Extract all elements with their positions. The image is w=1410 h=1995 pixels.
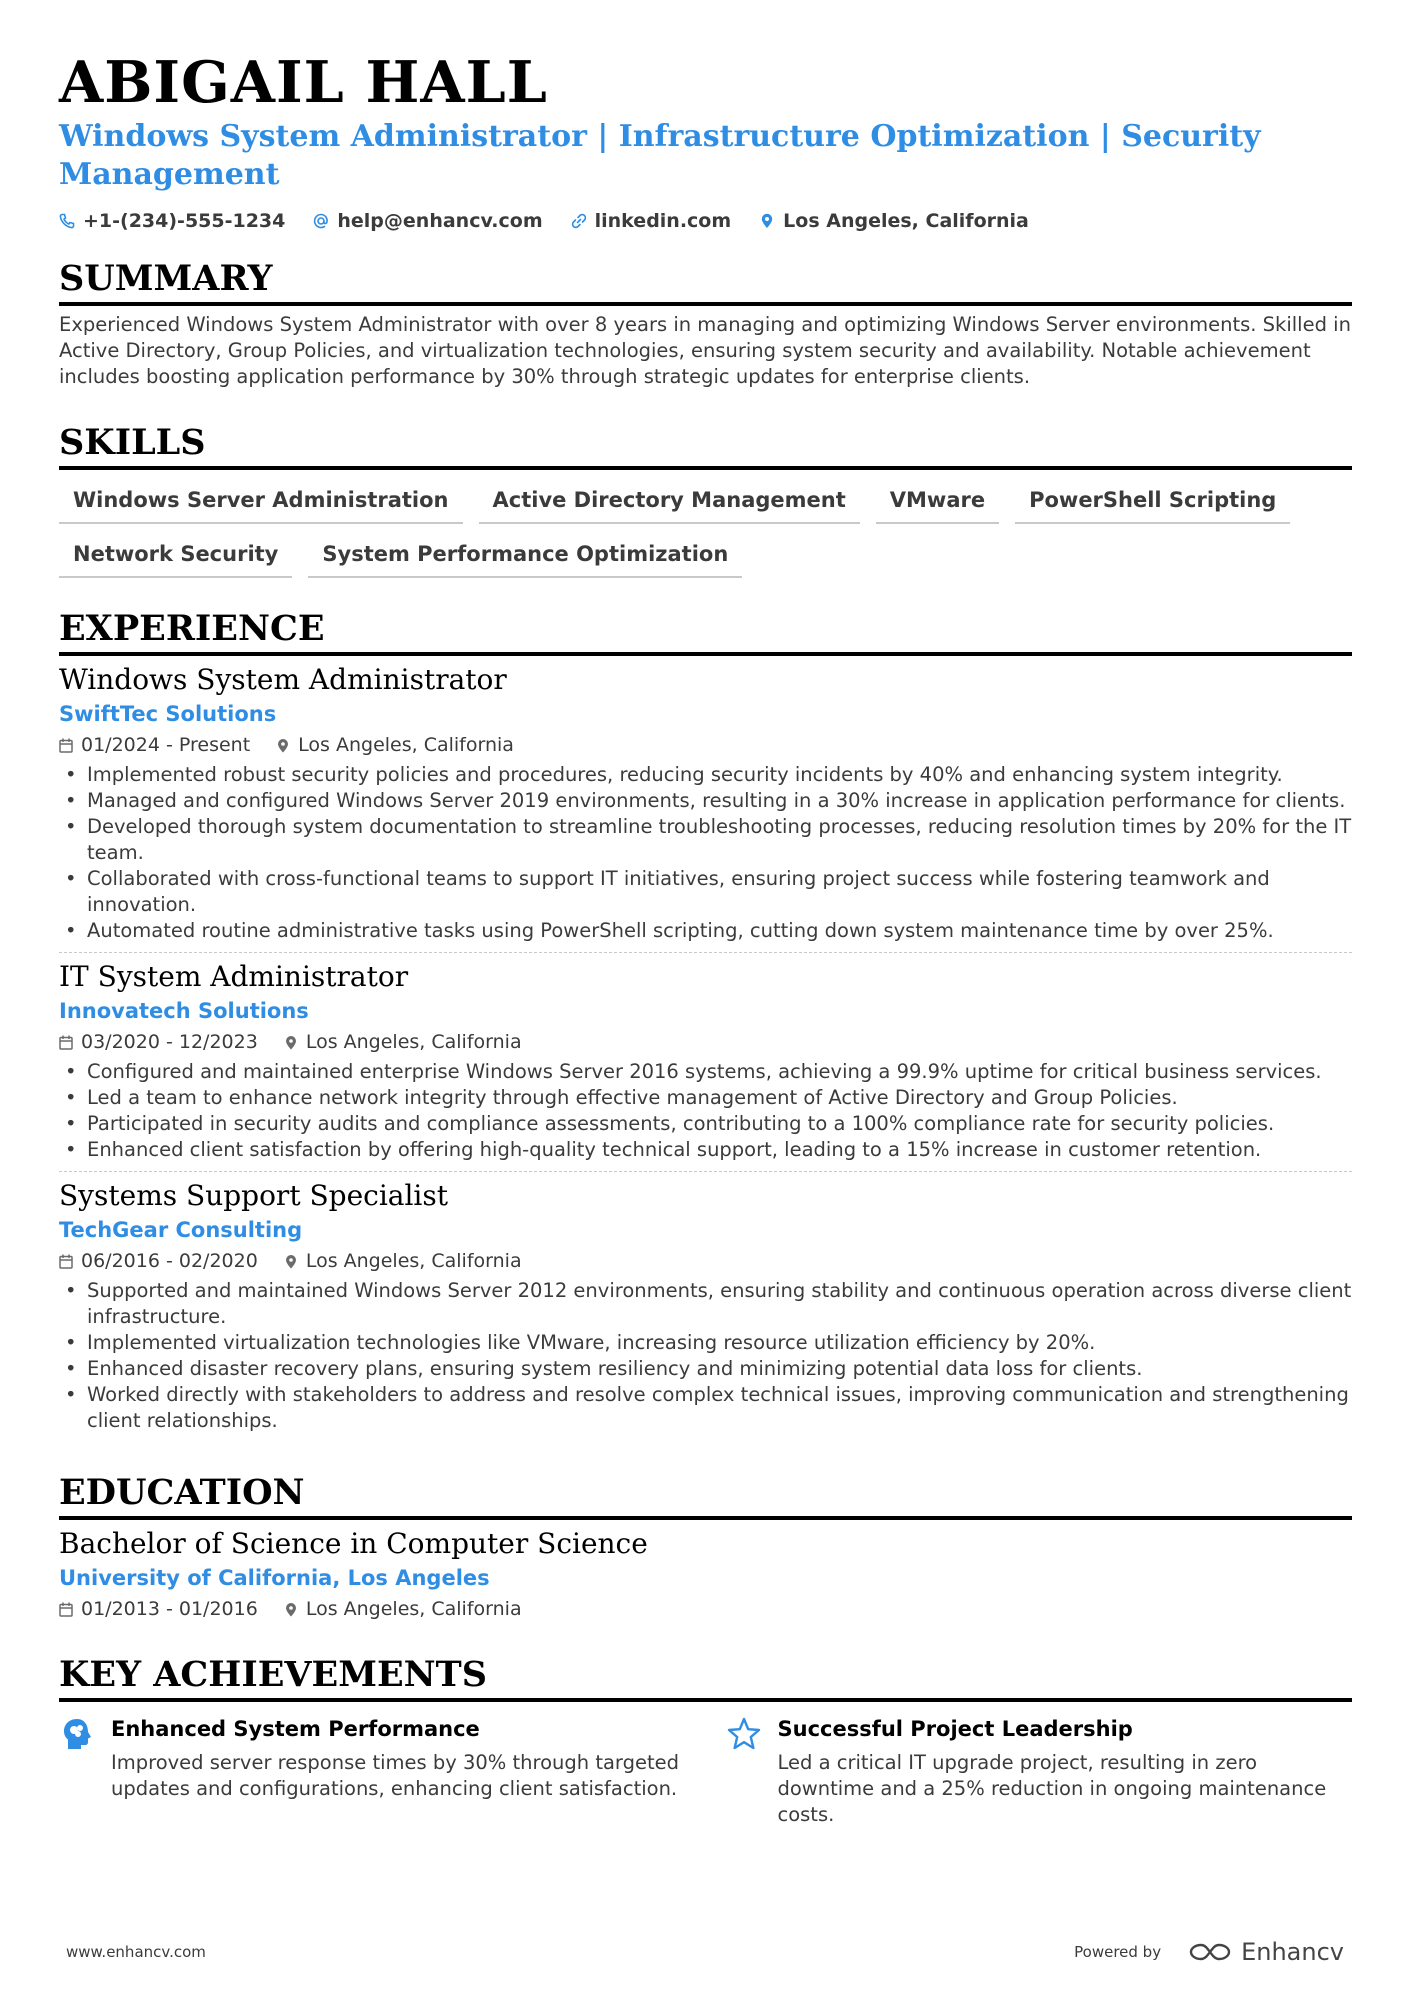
experience-section [59, 608, 1352, 1442]
skill-tag: Active Directory Management [479, 482, 860, 524]
location-pin-icon [284, 1254, 298, 1269]
job-dates-text: 06/2016 - 02/2020 [81, 1250, 258, 1272]
powered-by-label: Powered by [1074, 1943, 1162, 1961]
location-pin-icon [284, 1602, 298, 1617]
job-dates-text: 01/2024 - Present [81, 734, 251, 756]
link-icon [571, 213, 587, 229]
star-icon [726, 1716, 762, 1752]
skills-list [59, 482, 1352, 578]
achievement-item [59, 1714, 686, 1828]
achievement-desc: Led a critical IT upgrade project, resulting in zero downtime and a 25% reduction in ongoing maintenance costs. [777, 1751, 1327, 1826]
job-entry [59, 662, 1352, 953]
achievement-title: Enhanced System Performance [111, 1717, 480, 1741]
achievement-body [111, 1714, 686, 1828]
contact-location [759, 210, 1029, 232]
summary-text: Experienced Windows System Administrator with over 8 years in managing and optimizing Windows Server environments. Skilled in Active Directory, Group Policies, and virtualization technologies, ensuring system security and availability. Notable achievement includes boosting application performance by 30% through strategic updates for enterprise clients. [59, 313, 1351, 388]
skills-section [59, 422, 1352, 578]
location-pin-icon [284, 1035, 298, 1050]
summary-heading: SUMMARY [59, 258, 1352, 306]
achievement-title: Successful Project Leadership [777, 1717, 1133, 1741]
experience-heading: EXPERIENCE [59, 608, 1352, 656]
job-location-text: Los Angeles, California [298, 734, 514, 756]
skill-tag: VMware [876, 482, 999, 524]
job-title: Windows System Administrator [59, 663, 507, 696]
at-icon [313, 213, 329, 229]
job-bullet: • Implemented robust security policies and procedures, reducing security incidents by 40% and enhancing system integrity. [87, 762, 1352, 788]
job-meta [59, 1029, 1352, 1055]
achievement-item [726, 1714, 1353, 1828]
job-bullet: • Led a team to enhance network integrity through effective management of Active Directory and Group Policies. [87, 1085, 1352, 1111]
linkedin-text: linkedin.com [594, 210, 732, 232]
contact-phone[interactable] [59, 210, 285, 232]
brain-head-icon [59, 1716, 95, 1752]
enhancv-logo-icon [1187, 1940, 1233, 1964]
email-text: help@enhancv.com [337, 210, 543, 232]
job-dates [59, 1248, 258, 1274]
job-location [284, 1248, 522, 1274]
enhancv-logo[interactable] [1187, 1938, 1344, 1966]
education-section [59, 1472, 1352, 1622]
achievements-grid [59, 1714, 1352, 1828]
job-dates-text: 03/2020 - 12/2023 [81, 1031, 258, 1053]
footer-website[interactable]: www.enhancv.com [66, 1943, 206, 1961]
education-location-text: Los Angeles, California [305, 1598, 522, 1620]
skill-tag: Network Security [59, 536, 292, 578]
calendar-icon [59, 1254, 73, 1269]
job-bullet: • Implemented virtualization technologies like VMware, increasing resource utilization efficiency by 20%. [87, 1330, 1352, 1356]
location-pin-icon [759, 213, 775, 229]
job-title: IT System Administrator [59, 960, 409, 993]
degree-title: Bachelor of Science in Computer Science [59, 1527, 648, 1560]
summary-section [59, 258, 1352, 390]
job-bullet: • Enhanced disaster recovery plans, ensuring system resiliency and minimizing potential data loss for clients. [87, 1356, 1352, 1382]
education-dates [59, 1596, 258, 1622]
job-location-text: Los Angeles, California [305, 1250, 522, 1272]
job-bullet: • Supported and maintained Windows Server 2012 environments, ensuring stability and continuous operation across diverse client infrastructure. [87, 1278, 1352, 1330]
job-bullet: • Developed thorough system documentation to streamline troubleshooting processes, reducing resolution times by 20% for the IT team. [87, 814, 1352, 866]
achievements-heading: KEY ACHIEVEMENTS [59, 1654, 1352, 1702]
education-location [284, 1596, 522, 1622]
job-bullets [59, 1278, 1352, 1434]
achievement-desc: Improved server response times by 30% through targeted updates and configurations, enhancing client satisfaction. [111, 1751, 680, 1800]
job-location [276, 732, 514, 758]
job-entry [59, 959, 1352, 1172]
job-bullet: • Enhanced client satisfaction by offering high-quality technical support, leading to a 15% increase in customer retention. [87, 1137, 1352, 1163]
job-bullet: • Automated routine administrative tasks using PowerShell scripting, cutting down system maintenance time by over 25%. [87, 918, 1352, 944]
education-meta [59, 1596, 1352, 1622]
calendar-icon [59, 738, 73, 753]
contact-bar [59, 210, 1352, 232]
contact-email[interactable] [313, 210, 542, 232]
footer-brand [1074, 1938, 1344, 1966]
job-bullets [59, 762, 1352, 944]
calendar-icon [59, 1602, 73, 1617]
job-entry [59, 1178, 1352, 1442]
skill-tag: Windows Server Administration [59, 482, 463, 524]
candidate-headline: Windows System Administrator | Infrastructure Optimization | Security Management [59, 119, 1261, 192]
job-dates [59, 732, 250, 758]
achievement-body [778, 1714, 1353, 1828]
job-bullets [59, 1059, 1352, 1163]
candidate-name: ABIGAIL HALL [59, 49, 548, 116]
job-meta [59, 732, 1352, 758]
job-dates [59, 1029, 258, 1055]
job-bullet: • Collaborated with cross-functional teams to support IT initiatives, ensuring project success while fostering teamwork and innovation. [87, 866, 1352, 918]
page-footer [66, 1938, 1344, 1966]
skill-tag: System Performance Optimization [308, 536, 742, 578]
location-text: Los Angeles, California [783, 210, 1029, 232]
job-bullet: • Managed and configured Windows Server 2019 environments, resulting in a 30% increase in application performance for clients. [87, 788, 1352, 814]
education-dates-text: 01/2013 - 01/2016 [81, 1598, 258, 1620]
achievements-section [59, 1654, 1352, 1828]
calendar-icon [59, 1035, 73, 1050]
company-name: TechGear Consulting [59, 1218, 303, 1242]
contact-linkedin[interactable] [571, 210, 732, 232]
job-bullet: • Configured and maintained enterprise Windows Server 2016 systems, achieving a 99.9% uptime for critical business services. [87, 1059, 1352, 1085]
job-bullet: • Participated in security audits and compliance assessments, contributing to a 100% compliance rate for security policies. [87, 1111, 1352, 1137]
job-bullet: • Worked directly with stakeholders to address and resolve complex technical issues, improving communication and strengthening client relationships. [87, 1382, 1352, 1434]
job-title: Systems Support Specialist [59, 1179, 449, 1212]
skill-tag: PowerShell Scripting [1015, 482, 1290, 524]
job-location [284, 1029, 522, 1055]
job-meta [59, 1248, 1352, 1274]
enhancv-logo-text: Enhancv [1241, 1938, 1344, 1966]
education-heading: EDUCATION [59, 1472, 1352, 1520]
company-name: SwiftTec Solutions [59, 702, 277, 726]
job-location-text: Los Angeles, California [305, 1031, 522, 1053]
company-name: Innovatech Solutions [59, 999, 309, 1023]
phone-text: +1-(234)-555-1234 [83, 210, 286, 232]
school-name: University of California, Los Angeles [59, 1566, 490, 1590]
location-pin-icon [276, 738, 290, 753]
skills-heading: SKILLS [59, 422, 1352, 470]
phone-icon [59, 213, 75, 229]
